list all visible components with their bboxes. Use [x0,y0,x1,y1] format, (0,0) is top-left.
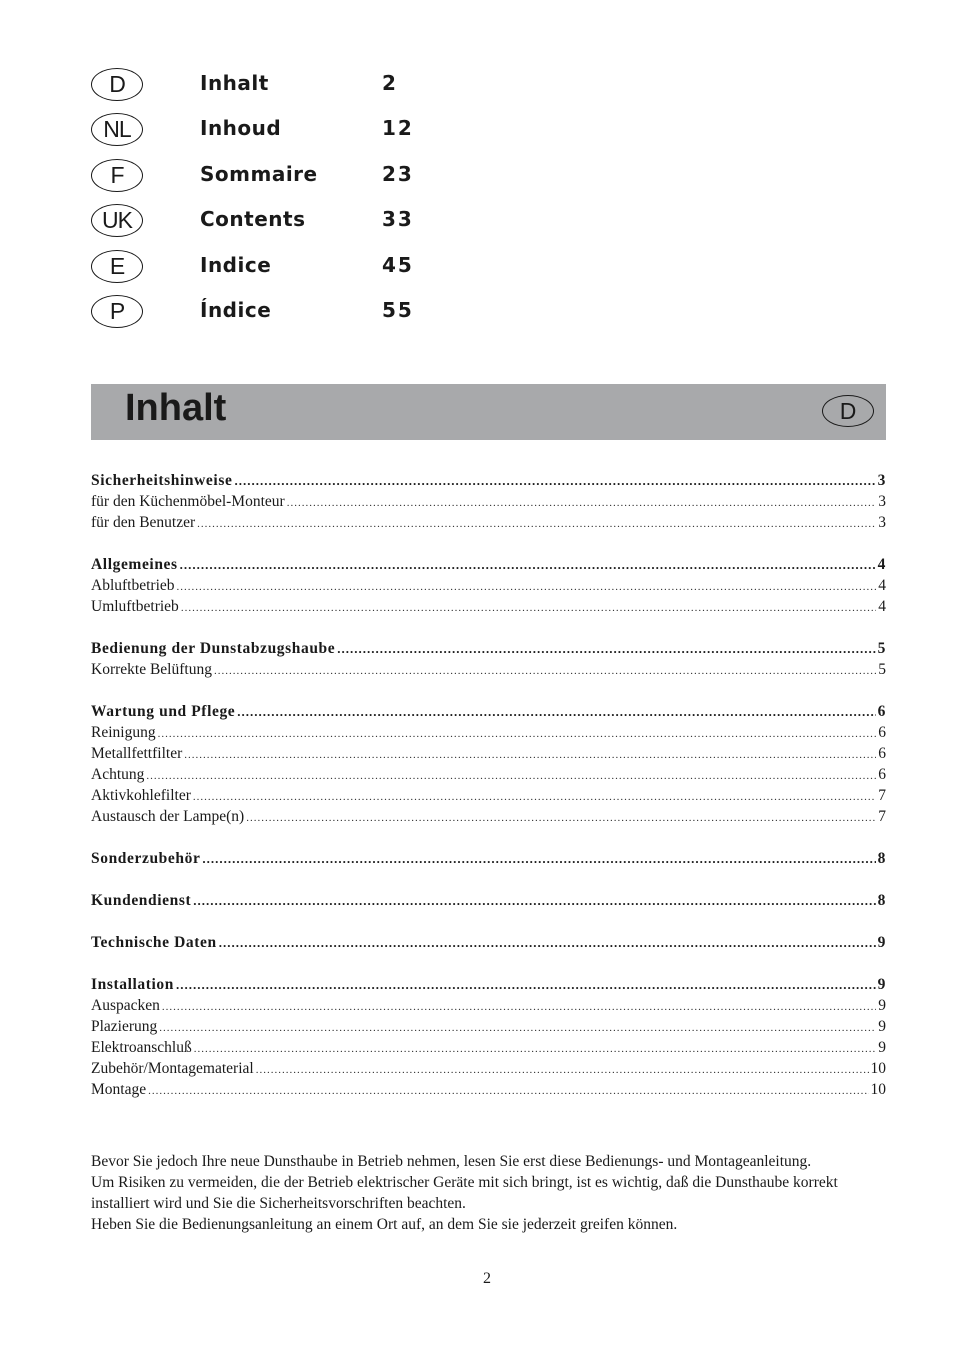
toc-dot-leader [184,749,876,761]
intro-text [91,1151,886,1235]
toc-entry-title: Achtung [91,766,145,783]
language-section-page: 33 [382,207,414,232]
toc-entry[interactable] [91,934,886,955]
toc-section [91,850,886,871]
toc-subentry[interactable] [91,1081,886,1102]
toc-dot-leader [237,704,875,720]
toc-dot-leader [181,602,876,614]
toc-entry[interactable] [91,850,886,871]
toc-section [91,556,886,619]
toc-entry-page: 9 [878,997,886,1014]
language-row-uk[interactable] [91,200,511,245]
language-row-pt[interactable] [91,291,511,336]
toc-entry-page: 9 [877,976,886,993]
language-section-title: Inhalt [200,71,269,95]
language-section-title: Sommaire [200,161,318,186]
section-title: Inhalt [125,387,227,429]
toc-entry-page: 8 [877,892,886,909]
page-number: 2 [483,1270,491,1287]
toc-entry-page: 5 [877,640,886,657]
language-code-badge: P [91,295,143,328]
toc-entry-page: 6 [878,745,886,762]
toc-entry-title: Umluftbetrieb [91,598,179,615]
language-section-page: 23 [382,161,414,186]
toc-subentry[interactable] [91,997,886,1018]
toc-dot-leader [194,1043,877,1055]
toc-entry-title: Elektroanschluß [91,1039,192,1056]
toc-dot-leader [193,893,875,909]
toc-subentry[interactable] [91,808,886,829]
toc-entry[interactable] [91,976,886,997]
toc-entry-title: Bedienung der Dunstabzugshaube [91,640,336,657]
toc-entry-page: 6 [878,724,886,741]
toc-entry-page: 8 [877,850,886,867]
toc-dot-leader [148,1085,868,1097]
table-of-contents [91,472,886,1123]
toc-entry-title: Metallfettfilter [91,745,183,762]
toc-entry-title: Reinigung [91,724,156,741]
toc-dot-leader [246,812,876,824]
language-section-title: Inhoud [200,116,282,141]
language-row-fr[interactable] [91,155,511,200]
toc-entry[interactable] [91,556,886,577]
toc-dot-leader [197,518,876,530]
toc-entry-title: Auspacken [91,997,160,1014]
toc-subentry[interactable] [91,766,886,787]
intro-paragraph: Bevor Sie jedoch Ihre neue Dunsthaube in Betrieb nehmen, lesen Sie erst diese Bedienungs- und Montageanleitung. [91,1153,812,1170]
toc-entry-title: für den Küchenmöbel-Monteur [91,493,285,510]
toc-dot-leader [158,728,877,740]
toc-entry[interactable] [91,472,886,493]
toc-entry[interactable] [91,703,886,724]
toc-entry-title: Zubehör/Montagematerial [91,1060,254,1077]
language-code-badge: UK [91,204,143,237]
toc-subentry[interactable] [91,577,886,598]
toc-entry-title: Sonderzubehör [91,850,201,867]
intro-paragraph: Heben Sie die Bedienungsanleitung an einem Ort auf, an dem Sie sie jederzeit greifen können. [91,1216,678,1233]
toc-entry-page: 4 [878,598,886,615]
toc-dot-leader [234,473,875,489]
language-code-badge: D [91,68,143,101]
language-code-badge: E [91,250,143,283]
toc-dot-leader [193,791,876,803]
language-section-page: 2 [382,71,398,95]
toc-entry-title: für den Benutzer [91,514,196,531]
toc-section [91,640,886,682]
toc-subentry[interactable] [91,598,886,619]
toc-entry-page: 3 [878,493,886,510]
toc-dot-leader [177,581,877,593]
toc-entry-page: 7 [878,787,886,804]
language-section-title: Contents [200,207,306,232]
toc-subentry[interactable] [91,1018,886,1039]
toc-entry-page: 10 [870,1060,886,1077]
intro-paragraph: Um Risiken zu vermeiden, die der Betrieb elektrischer Geräte mit sich bringt, ist es wichtig, daß die Dunsthaube korrekt installiert wird und Sie die Sicherheitsvorschriften beachten. [91,1174,838,1212]
toc-entry-title: Korrekte Belüftung [91,661,212,678]
language-section-page: 45 [382,252,414,277]
toc-subentry[interactable] [91,787,886,808]
language-section-title: Indice [200,252,272,277]
toc-entry-title: Wartung und Pflege [91,703,236,720]
toc-subentry[interactable] [91,745,886,766]
toc-dot-leader [180,557,876,573]
language-code-badge: D [822,395,874,427]
toc-dot-leader [146,770,876,782]
toc-entry-page: 4 [878,577,886,594]
toc-entry-page: 9 [878,1018,886,1035]
toc-subentry[interactable] [91,1060,886,1081]
toc-entry-title: Montage [91,1081,147,1098]
toc-subentry[interactable] [91,661,886,682]
toc-entry-page: 6 [878,766,886,783]
toc-dot-leader [202,851,875,867]
toc-subentry[interactable] [91,724,886,745]
toc-dot-leader [214,665,876,677]
toc-dot-leader [256,1064,869,1076]
toc-entry-title: Kundendienst [91,892,192,909]
toc-section [91,976,886,1102]
toc-entry-title: Technische Daten [91,934,217,951]
language-index [91,64,511,336]
toc-section [91,934,886,955]
language-section-page: 12 [382,116,414,141]
toc-section [91,472,886,535]
toc-entry-title: Installation [91,976,174,993]
toc-entry-title: Plazierung [91,1018,158,1035]
section-header-banner [91,384,886,440]
toc-subentry[interactable] [91,493,886,514]
toc-subentry[interactable] [91,1039,886,1060]
toc-entry[interactable] [91,892,886,913]
toc-entry-page: 4 [877,556,886,573]
toc-dot-leader [159,1022,876,1034]
toc-section [91,703,886,829]
toc-subentry[interactable] [91,514,886,535]
toc-entry-page: 9 [878,1039,886,1056]
toc-dot-leader [162,1001,876,1013]
language-code-badge: F [91,159,143,192]
language-section-title: Índice [200,297,272,322]
language-section-page: 55 [382,297,414,322]
language-code-badge: NL [91,113,143,146]
toc-dot-leader [219,935,876,951]
toc-entry-page: 10 [870,1081,886,1098]
toc-entry-page: 7 [878,808,886,825]
toc-entry-page: 5 [878,661,886,678]
language-row-es[interactable] [91,246,511,291]
toc-entry[interactable] [91,640,886,661]
toc-entry-page: 6 [877,703,886,720]
language-row-de[interactable] [91,64,511,109]
toc-dot-leader [287,497,877,509]
toc-entry-title: Sicherheitshinweise [91,472,233,489]
toc-section [91,892,886,913]
toc-entry-page: 3 [878,514,886,531]
toc-entry-page: 9 [877,934,886,951]
toc-entry-page: 3 [877,472,886,489]
language-row-nl[interactable] [91,109,511,154]
toc-entry-title: Austausch der Lampe(n) [91,808,245,825]
toc-entry-title: Abluftbetrieb [91,577,175,594]
toc-entry-title: Aktivkohlefilter [91,787,191,804]
toc-dot-leader [337,641,875,657]
toc-entry-title: Allgemeines [91,556,178,573]
toc-dot-leader [176,977,876,993]
